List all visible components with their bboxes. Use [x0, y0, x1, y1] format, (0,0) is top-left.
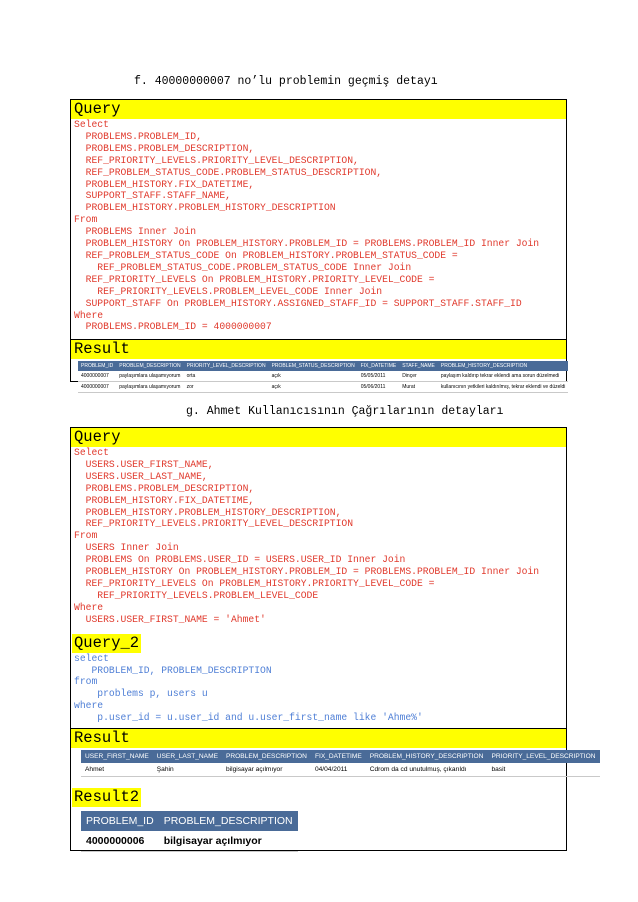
table-cell: bilgisayar açılmıyor [159, 831, 298, 852]
table-cell: Dinçer [399, 371, 438, 382]
table-row [78, 371, 568, 382]
code-line: REF_PROBLEM_STATUS_CODE.PROBLEM_STATUS_CODE Inner Join [74, 261, 412, 273]
code-line: PROBLEM_HISTORY.PROBLEM_HISTORY_DESCRIPTION [74, 202, 336, 214]
code-line: PROBLEM_HISTORY On PROBLEM_HISTORY.PROBLEM_ID = PROBLEMS.PROBLEM_ID Inner Join [74, 566, 540, 578]
table-cell: 05/06/2011 [358, 382, 399, 393]
table-cell: açık [269, 371, 358, 382]
query2-label: Query_2 [74, 633, 140, 652]
table-cell: açık [269, 382, 358, 393]
section-g-heading: g. Ahmet Kullanıcısının Çağrılarının detayları [186, 405, 504, 418]
code-line: REF_PRIORITY_LEVELS On PROBLEM_HISTORY.PRIORITY_LEVEL_CODE = [74, 577, 435, 589]
table-cell: zor [184, 382, 269, 393]
column-header: FIX_DATETIME [311, 750, 366, 763]
table-header-row [78, 361, 568, 371]
code-line: REF_PROBLEM_STATUS_CODE On PROBLEM_HISTORY.PROBLEM_STATUS_CODE = [74, 249, 458, 261]
code-line: Select [74, 447, 109, 458]
table-row [81, 763, 600, 777]
column-header: STAFF_NAME [399, 361, 438, 371]
table-row [81, 831, 298, 852]
code-line: REF_PRIORITY_LEVELS.PROBLEM_LEVEL_CODE [74, 589, 319, 601]
result2-table [81, 811, 298, 852]
code-line: PROBLEM_HISTORY.PROBLEM_HISTORY_DESCRIPTION, [74, 506, 342, 518]
code-line: PROBLEMS Inner Join [74, 226, 197, 238]
column-header: PROBLEM_HISTORY_DESCRIPTION [438, 361, 569, 371]
code-line: PROBLEM_HISTORY.FIX_DATETIME, [74, 178, 255, 190]
table-cell: bilgisayar açılmıyor [222, 763, 311, 777]
code-line: PROBLEMS.PROBLEM_ID = 4000000007 [74, 321, 272, 333]
sql-query2-code [71, 653, 566, 724]
code-line: SUPPORT_STAFF.STAFF_NAME, [74, 190, 231, 202]
column-header: USER_LAST_NAME [153, 750, 222, 763]
code-line: REF_PRIORITY_LEVELS.PRIORITY_LEVEL_DESCRIPTION, [74, 154, 359, 166]
code-line: p.user_id = u.user_id and u.user_first_name like 'Ahme%' [74, 712, 423, 724]
column-header: PRIORITY_LEVEL_DESCRIPTION [487, 750, 599, 763]
column-header: FIX_DATETIME [358, 361, 399, 371]
code-line: REF_PROBLEM_STATUS_CODE.PROBLEM_STATUS_DESCRIPTION, [74, 166, 383, 178]
code-line: problems p, users u [74, 688, 208, 700]
sql-query-code [71, 119, 566, 333]
code-line: from [74, 676, 98, 688]
query-label: Query [71, 428, 566, 447]
column-header: PRIORITY_LEVEL_DESCRIPTION [184, 361, 269, 371]
column-header: PROBLEM_STATUS_DESCRIPTION [269, 361, 358, 371]
code-line: From [74, 530, 98, 542]
code-line: REF_PRIORITY_LEVELS On PROBLEM_HISTORY.PRIORITY_LEVEL_CODE = [74, 273, 435, 285]
code-line: where [74, 700, 104, 712]
code-line: select [74, 652, 109, 664]
table-cell: 4000000007 [78, 382, 116, 393]
result-label: Result [71, 729, 566, 748]
column-header: PROBLEM_ID [81, 811, 159, 831]
table-cell: paylaşımlara ulaşamıyorum [116, 382, 183, 393]
code-line: PROBLEM_HISTORY On PROBLEM_HISTORY.PROBLEM_ID = PROBLEMS.PROBLEM_ID Inner Join [74, 238, 540, 250]
section-g-box [70, 427, 596, 851]
column-header: PROBLEM_DESCRIPTION [222, 750, 311, 763]
column-header: PROBLEM_DESCRIPTION [159, 811, 298, 831]
code-line: REF_PRIORITY_LEVELS.PROBLEM_LEVEL_CODE Inner Join [74, 285, 383, 297]
code-line: PROBLEMS.PROBLEM_DESCRIPTION, [74, 142, 255, 154]
code-line: USERS.USER_FIRST_NAME, [74, 458, 214, 470]
table-cell: Ahmet [81, 763, 153, 777]
section-f-box [70, 99, 567, 391]
table-cell: 05/05/2011 [358, 371, 399, 382]
table-cell: paylaşımlara ulaşamıyorum [116, 371, 183, 382]
column-header: PROBLEM_ID [78, 361, 116, 371]
table-cell: Cdrom da cd unutulmuş, çıkarıldı [366, 763, 488, 777]
table-cell: paylaşım kaldırıp tekrar eklendi ama sorun düzelmedi [438, 371, 569, 382]
table-header-row [81, 811, 298, 831]
result-table [78, 361, 568, 393]
result2-label: Result2 [74, 788, 140, 807]
table-cell: basit [487, 763, 599, 777]
code-line: PROBLEMS.PROBLEM_DESCRIPTION, [74, 482, 255, 494]
table-cell: 4000000006 [81, 831, 159, 852]
code-line: PROBLEMS On PROBLEMS.USER_ID = USERS.USER_ID Inner Join [74, 554, 406, 566]
section-f-heading: f. 40000000007 no’lu problemin geçmiş detayı [134, 75, 438, 88]
code-line: REF_PRIORITY_LEVELS.PRIORITY_LEVEL_DESCRIPTION [74, 518, 354, 530]
result-label: Result [71, 340, 566, 359]
table-header-row [81, 750, 600, 763]
query-label: Query [71, 100, 566, 119]
code-line: USERS Inner Join [74, 542, 179, 554]
code-line: PROBLEM_ID, PROBLEM_DESCRIPTION [74, 664, 272, 676]
table-cell: 04/04/2011 [311, 763, 366, 777]
column-header: PROBLEM_HISTORY_DESCRIPTION [366, 750, 488, 763]
code-line: Select [74, 119, 109, 130]
table-cell: Murat [399, 382, 438, 393]
table-cell: kullanıcının yetkileri kaldırılmış, tekrar eklendi ve düzeldi [438, 382, 569, 393]
column-header: USER_FIRST_NAME [81, 750, 153, 763]
code-line: USERS.USER_LAST_NAME, [74, 470, 208, 482]
code-line: From [74, 214, 98, 226]
column-header: PROBLEM_DESCRIPTION [116, 361, 183, 371]
code-line: Where [74, 309, 104, 321]
table-cell: 4000000007 [78, 371, 116, 382]
table-cell: orta [184, 371, 269, 382]
code-line: SUPPORT_STAFF On PROBLEM_HISTORY.ASSIGNED_STAFF_ID = SUPPORT_STAFF.STAFF_ID [74, 297, 522, 309]
code-line: PROBLEMS.PROBLEM_ID, [74, 130, 202, 142]
table-cell: Şahin [153, 763, 222, 777]
code-line: Where [74, 601, 104, 613]
sql-query-code [71, 447, 566, 626]
result-table [81, 750, 600, 777]
table-row [78, 382, 568, 393]
code-line: PROBLEM_HISTORY.FIX_DATETIME, [74, 494, 255, 506]
code-line: USERS.USER_FIRST_NAME = 'Ahmet' [74, 613, 266, 625]
